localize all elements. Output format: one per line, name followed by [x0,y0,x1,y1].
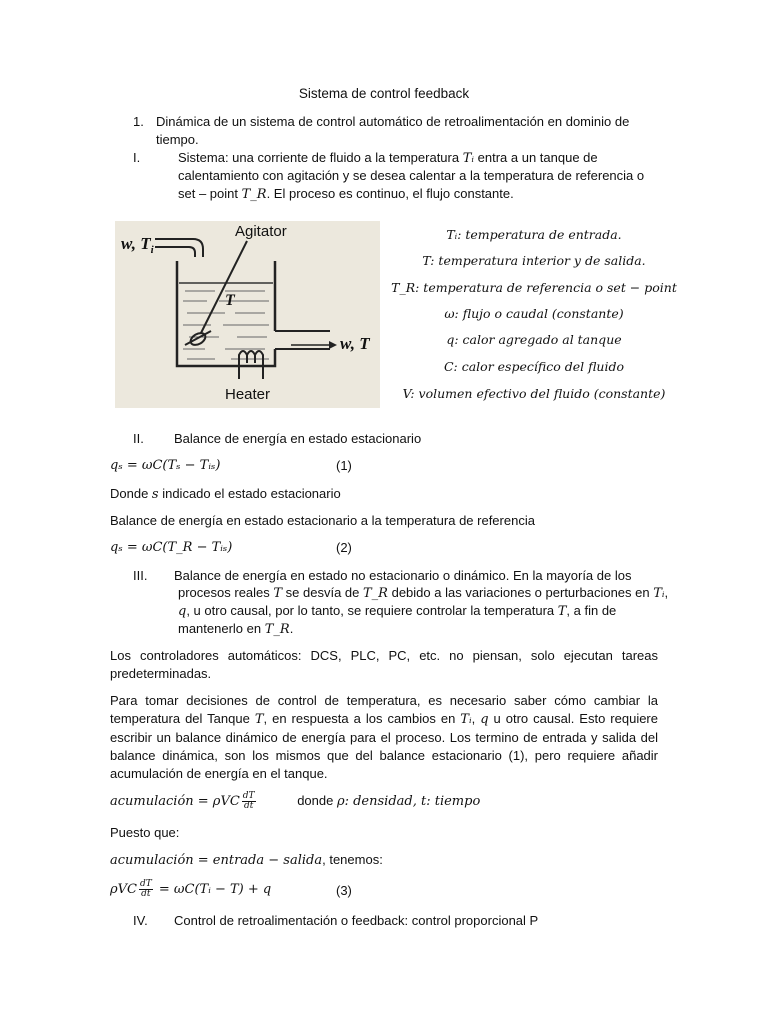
equation-2-tag: (2) [336,540,352,555]
equation-accumulation-lhs: acumulación = ρVC [110,793,240,809]
section-3-text: , [664,585,669,600]
section-4-numeral: IV. [133,913,148,928]
symbol-s: s [151,487,159,502]
equation-io-expr: acumulación = entrada − salida [110,853,323,868]
tank-diagram [115,221,380,408]
definition-ti: Tᵢ: temperatura de entrada. [446,227,622,242]
equation-1-tag: (1) [336,458,352,473]
heading-line-1: Dinámica de un sistema de control automático de retroalimentación en dominio de [156,114,630,129]
paragraph-temperature-control: Para tomar decisiones de control de temperatura, es necesario saber cómo cambiar la temperatura del Tanque T, en respuesta a los cambios en Tᵢ, q u otro causal. Esto requiere escribir un balance dinámico de energía para el proceso. Los termino de entrada y salida del balance dinámica, son los mismos que del balance estacionario (1), pero requiere añadir acumulación de energía en el tanque. [110,693,658,781]
symbol-ti: Tᵢ [460,712,472,727]
equation-accumulation-definitions: ρ: densidad, t: tiempo [336,793,481,809]
section-1-line-1 [178,150,598,166]
section-3-text: se desvía de [282,585,364,600]
definition-tr: T_R: temperatura de referencia o set − point [391,280,677,295]
equation-3 [110,880,410,899]
fraction-denominator: dt [243,801,254,811]
label-inlet: w, $T_i$ [121,234,154,256]
section-1-line-2: calentamiento con agitación y se desea calentar a la temperatura de referencia o [178,168,645,183]
section-1-line-3 [178,186,514,202]
heater-coil [239,351,263,371]
balance-reference-text: Balance de energía en estado estacionario a la temperatura de referencia [110,513,535,528]
section-3-text: , u otro causal, por lo tanto, se requiere controlar la temperatura [186,603,558,618]
symbol-tr: T_R [363,586,388,601]
section-2-heading: Balance de energía en estado estacionario [174,431,422,446]
section-1-text: . El proceso es continuo, el flujo constante. [266,186,514,201]
equation-3-lhs: ρVC [110,881,137,897]
paragraph-controllers: Los controladores automáticos: DCS, PLC, PC, etc. no piensan, solo ejecutan tareas predeterminadas. [110,648,658,681]
definition-omega: ω: flujo o caudal (constante) [444,306,624,321]
label-agitator: Agitator [235,223,287,240]
fraction-denominator: dt [141,889,151,899]
label-outlet: w, T [340,334,370,353]
puesto-que: Puesto que: [110,825,180,840]
paragraph-text: u otro causal. Esto requiere escribir un balance dinámico de energía para el proceso. Los termino de entrada y salida del balance dinámica, son los mismos que del balance estacionario (1), pero requiere añadir acumulación de energía en el tanque. [110,711,658,781]
section-4-heading: Control de retroalimentación o feedback: control proporcional P [174,913,539,928]
equation-2-expr: qₛ = ωC(T_R − Tᵢₛ) [110,540,233,555]
symbol-t: T [557,604,567,619]
fraction-dt [139,880,153,899]
symbol-t: T [273,586,283,601]
note-steady-state [110,486,341,502]
equation-3-rhs: = ωC(Tᵢ − T) + q [154,881,272,897]
inlet-pipe-inner [155,247,195,257]
note-text: indicado el estado estacionario [158,486,341,501]
section-1-text: Sistema: una corriente de fluido a la temperatura [178,150,463,165]
symbol-tr: T_R [264,622,290,637]
equation-input-output [110,852,383,868]
equation-accumulation [110,792,480,811]
equation-io-tail: , tenemos: [322,852,383,867]
section-3-text: debido a las variaciones o perturbaciones en [387,585,654,600]
section-3-numeral: III. [133,568,148,583]
symbol-t: T [254,712,264,727]
section-3-line-4 [178,621,293,637]
outlet-arrow-head [329,341,337,349]
symbol-q: q [178,604,187,619]
section-1-text: set – point [178,186,242,201]
section-3-text: , a fin de [566,603,617,618]
fraction-numerator: dT [242,791,255,801]
section-1-numeral: I. [133,150,141,165]
equation-1-expr: qₛ = ωC(Tₛ − Tᵢₛ) [110,458,221,473]
fraction-numerator: dT [139,879,152,889]
paragraph-text: , en respuesta a los cambios en [263,711,461,726]
equation-1 [110,458,410,473]
definition-t: T: temperatura interior y de salida. [422,253,646,268]
heading-number: 1. [133,114,144,129]
section-1-text: entra a un tanque de [474,150,598,165]
symbol-q: q [480,712,489,727]
symbol-ti: Tᵢ [653,586,665,601]
section-3-text: . [289,621,294,636]
symbol-ti: Tᵢ [462,151,475,166]
definition-q: q: calor agregado al tanque [446,332,622,347]
agitator-shaft [201,241,247,333]
section-2-numeral: II. [133,431,144,446]
equation-3-tag: (3) [336,883,352,898]
page-title: Sistema de control feedback [298,86,470,101]
section-3-line-1: Balance de energía en estado no estacionario o dinámico. En la mayoría de los [174,568,632,583]
definition-v: V: volumen efectivo del fluido (constante) [402,386,666,401]
tank-diagram-svg [115,221,380,408]
definition-c: C: calor específico del fluido [443,359,624,374]
label-heater: Heater [225,386,271,403]
section-3-text: mantenerlo en [178,621,265,636]
fraction-dt [242,792,256,811]
section-3-text: procesos reales [178,585,274,600]
equation-accumulation-donde: donde [297,792,337,808]
symbol-tr: T_R [241,187,267,202]
section-3-line-2 [178,585,668,601]
note-text: Donde [110,486,152,501]
equation-2 [110,540,410,555]
label-tank-temperature: T [225,292,235,309]
section-3-line-3 [178,603,616,619]
heading-line-2: tiempo. [156,132,199,147]
paragraph-text: Para tomar decisiones de control de temperatura, es necesario saber cómo cambiar la temperatura del Tanque [110,693,658,726]
